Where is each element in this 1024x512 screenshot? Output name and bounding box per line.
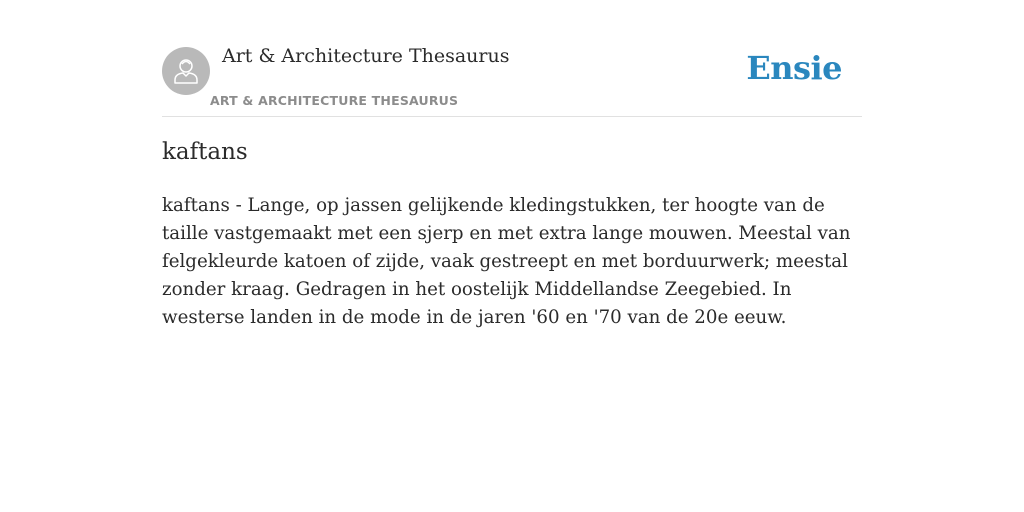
- header: [162, 0, 862, 117]
- user-silhouette-icon: [171, 56, 201, 86]
- term-title: kaftans: [162, 139, 248, 165]
- ensie-logo[interactable]: Ensie: [746, 49, 842, 87]
- source-label: ART & ARCHITECTURE THESAURUS: [210, 93, 459, 108]
- author-name-link[interactable]: Art & Architecture Thesaurus: [222, 45, 510, 67]
- author-avatar[interactable]: [162, 47, 210, 95]
- term-definition: kaftans - Lange, op jassen gelijkende kledingstukken, ter hoogte van de taille vastgemaakt met een sjerp en met extra lange mouwen. Meestal van felgekleurde katoen of zijde, vaak gestreept en met borduurwerk; meestal zonder kraag. Gedragen in het oostelijk Middellandse Zeegebied. In westerse landen in de mode in de jaren '60 en '70 van de 20e eeuw.: [162, 195, 851, 328]
